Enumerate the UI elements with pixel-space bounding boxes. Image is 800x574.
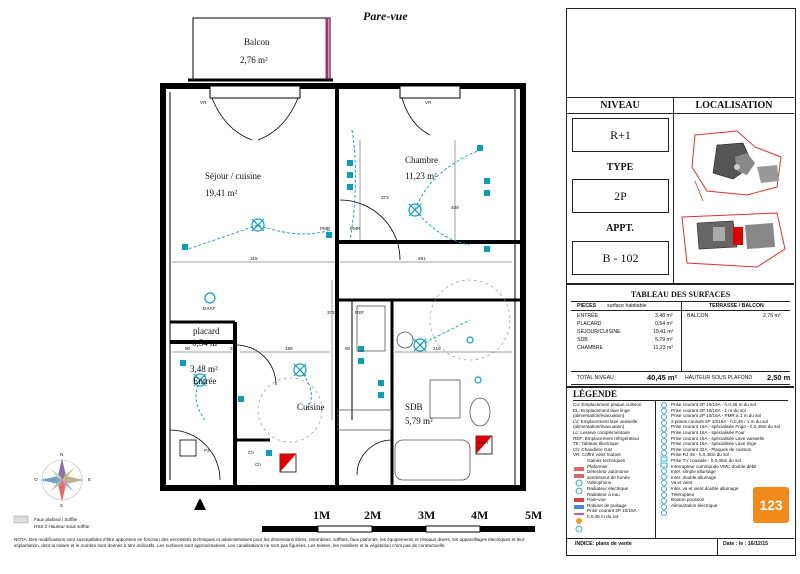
chambre-name: Chambre: [405, 155, 438, 165]
dim-3: 409: [451, 205, 459, 210]
sejour-area: 19,41 m²: [205, 188, 238, 198]
localisation-label: LOCALISATION: [695, 100, 773, 111]
hsp-value: 2,50 m: [767, 373, 791, 382]
legend-right-7: Prise courant 16A - spécialisée Lave linge: [671, 441, 757, 447]
type-label: TYPE: [606, 162, 634, 173]
entry-marker: [194, 498, 206, 510]
dim-10: 117: [248, 484, 256, 489]
daaf-label: DAAF: [203, 306, 216, 311]
cartouche-panel: [566, 8, 796, 556]
compass-n: N: [60, 452, 64, 457]
p2-label: P2: [204, 448, 210, 453]
cuisine-name: Cuisine: [297, 402, 325, 412]
chambre-area: 11,23 m²: [405, 171, 437, 181]
date-label: Date : le : 16/12/15: [723, 541, 768, 547]
scale-1m: 1M: [313, 508, 331, 522]
surface-row-2-value: 19,41 m²: [653, 329, 674, 335]
surface-row-0-value: 3,48 m²: [655, 313, 673, 319]
legend-left-17: Pare-vue: [587, 497, 606, 503]
type-value: 2P: [572, 179, 669, 213]
legend-left-18: Robinet de puisage: [587, 502, 627, 508]
legend-right-0: Prise courant 2P 10/16A - h.0,45 m du sol: [671, 402, 756, 407]
dim-6: 90: [185, 346, 191, 351]
legend-left-19: Prise courant 2P 10/16A - h.0,45 m du sol: [587, 508, 640, 519]
legend-right-13: Inter. double allumage: [671, 474, 717, 480]
legend-right-11: Interrupteur commande VMC double débit: [671, 463, 757, 469]
legend-left-8: Ch: Chaudière Gaz: [573, 446, 613, 452]
outer-walls: [163, 86, 523, 488]
legend-left-7: TE: Tableau électrique: [573, 441, 619, 447]
pieces-sub: surface habitable: [607, 303, 647, 309]
surface-row-1-name: PLACARD: [577, 321, 602, 327]
logo-123: 123: [753, 487, 789, 523]
legend-left-16: Radiateur à eau: [587, 491, 620, 497]
cch-label: CCH: [478, 440, 488, 445]
legend-left-11: Plafonnier: [587, 463, 608, 469]
indice-label: INDICE: plans de vente: [575, 541, 632, 547]
legend-right-9: Prise RJ 45 - h.0,45m du sol: [671, 452, 729, 458]
sdb-name: SDB: [405, 402, 423, 412]
nota-text: NOTA: Des modifications sont susceptibles d'être apportées en fonction des nécessités techniques et administratives pour les dimensions libres, retombées, soffites, faux plafonds, les équipements et réseaux divers, les appareillages électriques et leur implantation, dont la nature et le nombre sont donnés à titre indicatifs. Les surfaces sont approximatives. Les canalisations ne sont pas figurées. Les teintes, les mobiliers et la végétation n'ont pas de contractuelle.: [14, 537, 525, 548]
legend-right-5: Prise courant 16A - spécialisée Four: [671, 429, 745, 435]
pmr-label-2: PMR: [350, 226, 361, 231]
location-map: [677, 117, 791, 277]
legend-hss: HSS ≠ Hauteur sous soffite: [34, 524, 90, 529]
legend-faux-plafond: Faux plafond / Soffite: [34, 517, 78, 522]
legend-left-0: Cu: Emplacement plaque cuisson: [573, 402, 642, 407]
dim-8: 60: [345, 346, 351, 351]
dim-11: 373: [327, 310, 335, 315]
appt-value: B - 102: [572, 241, 669, 275]
dim-7: 31: [230, 346, 236, 351]
legend-symbols: [657, 402, 671, 536]
legend-right-2: Prise courant 2P 10/16A - PMR à 1 m du sol: [671, 413, 762, 419]
legend-right-10: Prise TV coaxiale - h.0,45m du sol: [671, 457, 741, 463]
legend-left-5: Lc: Lessive complémentaire: [573, 429, 630, 435]
balcon-row-value: 2,76 m²: [763, 313, 781, 319]
terrasse-col: TERRASSE / BALCON: [709, 303, 764, 309]
total-label: TOTAL NIVEAU: [577, 375, 614, 381]
appt-label: APPT.: [606, 223, 634, 234]
surface-row-4-value: 11,23 m²: [653, 345, 674, 351]
legend-right-1: Prise courant 2P 10/16A - 1 m du sol: [671, 407, 746, 413]
surfaces-title: TABLEAU DES SURFACES: [630, 290, 731, 299]
title-block-empty: [567, 9, 794, 98]
legend-left-10: Gaines techniques: [587, 457, 626, 463]
legend-right-3: 2 prises courant 2P 10/16A - h.0,45 / 1 m du sol: [671, 418, 768, 424]
dim-4: 188: [285, 346, 293, 351]
legend-left-1: EL: Emplacement lave linge: [573, 407, 630, 413]
balcon-outline: [193, 18, 330, 80]
niveau-label: NIVEAU: [600, 100, 640, 111]
hsp-label: HAUTEUR SOUS PLAFOND: [685, 375, 753, 381]
legend-left-6: REF: Emplacement réfrigérateur: [573, 435, 640, 441]
pmr-label-1: PMR: [320, 226, 331, 231]
surface-row-2-name: SÉJOUR/CUISINE: [577, 329, 621, 335]
dim-2: 373: [381, 195, 389, 200]
pieces-col: PIECES: [577, 303, 597, 309]
legend-right-8: Prise courant 32A - Plaques de cuisson: [671, 446, 752, 452]
compass-o: O: [34, 477, 38, 482]
surface-row-1-value: 0,54 m²: [655, 321, 673, 327]
scale-3m: 3M: [418, 508, 436, 522]
legend-left-3: LV: Emplacement lave vaisselle: [573, 418, 638, 424]
legend-left-symbols: [573, 465, 585, 535]
legend-left-2: (alimentation/évacuation): [573, 413, 625, 419]
ref-label: REF: [355, 310, 365, 315]
balcon-name: Balcon: [244, 37, 270, 47]
legend-right-12: Inter. simple allumage: [671, 469, 716, 475]
dim-5: 218: [433, 346, 441, 351]
compass-s: S: [60, 503, 64, 508]
entree-name: Entrée: [193, 376, 217, 386]
balcon-row-name: BALCON: [687, 313, 709, 319]
vr-label-1: VR: [200, 100, 207, 105]
ch2-label: Ch: [255, 462, 261, 467]
scale-4m: 4M: [471, 508, 489, 522]
legend-left-13: avertisseur de fumée: [587, 474, 630, 480]
placard-name: placard: [193, 326, 220, 336]
scale-5m: 5M: [525, 508, 543, 522]
legend-left-4: (alimentation/évacuation): [573, 424, 625, 430]
legend-right-18: Alimentation électrique: [671, 502, 718, 508]
scale-2m: 2M: [364, 508, 382, 522]
niveau-value: R+1: [572, 118, 669, 152]
compass-e: E: [88, 477, 92, 482]
legend-right-17: Bouton poussoir: [671, 497, 705, 503]
ch-label: Ch: [248, 450, 254, 455]
legend-right-15: Inter. va et vient double allumage: [671, 485, 739, 491]
legend-left-9: VR: Coffre volet roulant: [573, 452, 621, 458]
surface-row-0-name: ENTRÉE: [577, 313, 599, 319]
legend-right-14: Va et vient: [671, 480, 693, 486]
total-value: 40,45 m²: [647, 373, 678, 382]
balcon-area: 2,76 m²: [240, 55, 268, 65]
legend-left-12: Détecteur autonome: [587, 469, 629, 475]
sdb-area: 5,79 m²: [405, 416, 433, 426]
surface-row-3-name: SDB: [577, 337, 588, 343]
dim-9: 127: [205, 484, 213, 489]
dim-1: 281: [418, 256, 426, 261]
legend-right-16: Télérupteur: [671, 491, 695, 497]
scale-bar: [262, 526, 535, 532]
entree-area: 3,48 m²: [190, 364, 218, 374]
legend-left-15: Radiateur électrique: [587, 485, 629, 491]
legende-title: LÉGENDE: [573, 389, 618, 399]
vr-label-2: VR: [425, 100, 432, 105]
legend-right-6: Prise courant 16A - spécialisée Lave vaisselle: [671, 435, 765, 441]
pare-vue-label: Pare-vue: [363, 9, 408, 23]
dim-0: 315: [250, 256, 258, 261]
placard-area: 0,54 m²: [192, 338, 220, 348]
surface-row-4-name: CHAMBRE: [577, 345, 603, 351]
compass-rose: [40, 458, 84, 502]
legend-left-14: Vidéophone: [587, 480, 612, 486]
legend-right-4: Prise courant 16A - spécialisée Frigo - h.0,45m du sol: [671, 424, 781, 430]
surface-row-3-value: 5,79 m²: [655, 337, 673, 343]
sejour-name: Séjour / cuisine: [205, 171, 261, 181]
